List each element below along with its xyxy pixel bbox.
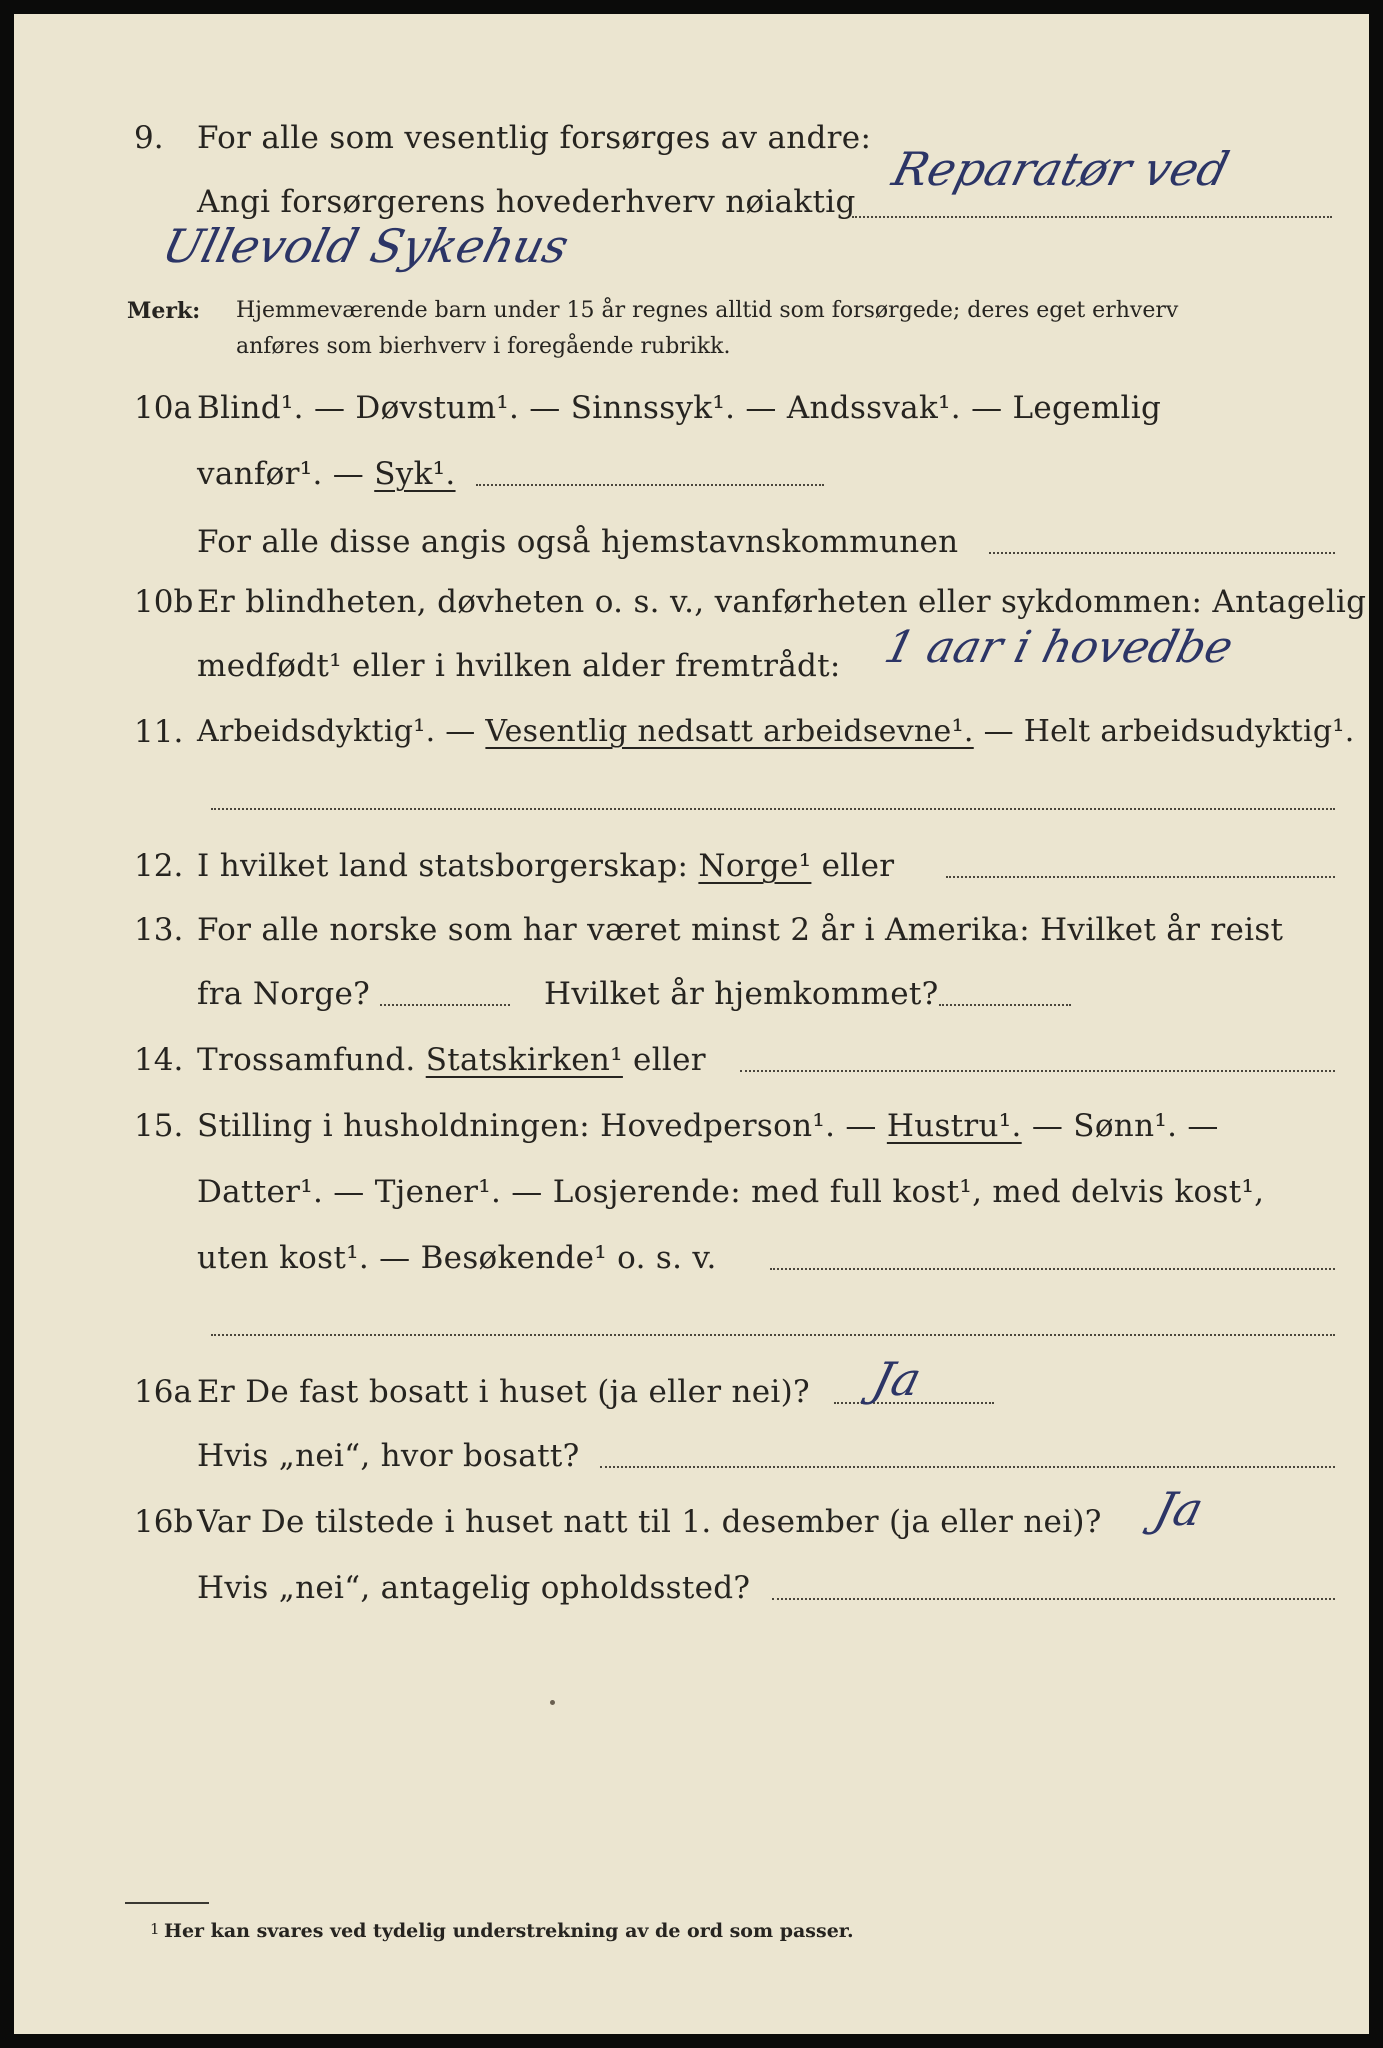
census-form-page <box>14 14 1369 2034</box>
q10b-line1: Er blindheten, døvheten o. s. v., vanførheten eller sykdommen: Antagelig <box>197 584 1367 620</box>
q11-pre: Arbeidsdyktig¹. — <box>197 714 486 749</box>
q16a-fill-line-2 <box>600 1466 1335 1468</box>
q14-marked: Statskirken¹ <box>425 1042 623 1078</box>
q11-fill-line <box>211 808 1335 810</box>
q10b-answer: 1 aar i hovedbe <box>879 622 1238 673</box>
q10a-line3: For alle disse angis også hjemstavnskommunen <box>197 524 959 560</box>
q10a-line2-pre: vanfør¹. — <box>197 456 375 492</box>
q13-line2b: Hvilket år hjemkommet? <box>544 976 939 1012</box>
q16a-line2: Hvis „nei“, hvor bosatt? <box>197 1438 580 1474</box>
q14-pre: Trossamfund. <box>197 1042 426 1078</box>
item-number-10a: 10a <box>134 390 192 426</box>
item-number-9: 9. <box>134 120 164 156</box>
merk-line2: anføres som bierhverv i foregående rubrikk. <box>236 334 731 359</box>
merk-label: Merk: <box>127 298 201 324</box>
q12-pre: I hvilket land statsborgerskap: <box>197 848 699 884</box>
q12-post: eller <box>811 848 895 884</box>
q15-fill-line-1 <box>770 1268 1335 1270</box>
q9-line2: Angi forsørgerens hovederhverv nøiaktig <box>197 184 856 220</box>
q9-answer-line1: Reparatør ved <box>887 142 1235 196</box>
footnote-mark: 1 <box>150 1920 160 1938</box>
q11-post: — Helt arbeidsudyktig¹. <box>973 714 1355 749</box>
q10a-line2 <box>197 456 456 492</box>
q15-line2: Datter¹. — Tjener¹. — Losjerende: med full kost¹, med delvis kost¹, <box>197 1174 1265 1210</box>
item-number-10b: 10b <box>134 584 194 620</box>
q15-line1-pre: Stilling i husholdningen: Hovedperson¹. — <box>197 1108 887 1144</box>
q15-fill-line-2 <box>211 1334 1335 1336</box>
q14-line <box>197 1042 706 1078</box>
q15-line1 <box>197 1108 1219 1144</box>
q13-line2a: fra Norge? <box>197 976 371 1012</box>
q11-marked: Vesentlig nedsatt arbeidsevne¹. <box>485 714 974 749</box>
item-number-16a: 16a <box>134 1374 192 1410</box>
q12-fill-line <box>946 876 1335 878</box>
q16b-fill-line <box>772 1598 1335 1600</box>
footnote-rule <box>125 1902 209 1904</box>
footnote-text: Her kan svares ved tydelig understrekning av de ord som passer. <box>164 1920 854 1942</box>
q13-fill-line-2 <box>939 1004 1071 1006</box>
q15-line1-post: — Sønn¹. — <box>1021 1108 1219 1144</box>
paper-speck <box>550 1700 555 1705</box>
q15-hustru-marked: Hustru¹. <box>886 1108 1022 1144</box>
q10b-line2: medfødt¹ eller i hvilken alder fremtrådt: <box>197 648 841 684</box>
item-number-13: 13. <box>134 912 184 948</box>
q14-post: eller <box>622 1042 706 1078</box>
q10a-line1: Blind¹. — Døvstum¹. — Sinnssyk¹. — Andssvak¹. — Legemlig <box>197 390 1162 426</box>
item-number-14: 14. <box>134 1042 184 1078</box>
merk-line1: Hjemmeværende barn under 15 år regnes alltid som forsørgede; deres eget erhverv <box>236 298 1179 323</box>
q15-line3: uten kost¹. — Besøkende¹ o. s. v. <box>197 1240 717 1276</box>
q10a-fill-line-2 <box>989 552 1335 554</box>
q16b-line2: Hvis „nei“, antagelig opholdssted? <box>197 1570 751 1606</box>
q14-fill-line <box>740 1070 1335 1072</box>
q9-answer-line2: Ullevold Sykehus <box>157 219 575 273</box>
q9-line1: For alle som vesentlig forsørges av andre: <box>197 120 872 156</box>
q12-line <box>197 848 894 884</box>
q16a-answer: Ja <box>867 1352 927 1406</box>
item-number-15: 15. <box>134 1108 184 1144</box>
q16b-line1: Var De tilstede i huset natt til 1. desember (ja eller nei)? <box>197 1504 1102 1540</box>
q13-fill-line-1 <box>380 1004 510 1006</box>
q13-line1: For alle norske som har været minst 2 år i Amerika: Hvilket år reist <box>197 912 1284 948</box>
q12-marked: Norge¹ <box>698 848 812 884</box>
q10a-fill-line-1 <box>476 484 824 486</box>
q11-line <box>197 714 1355 749</box>
q10a-syk-marked: Syk¹. <box>374 456 456 492</box>
item-number-12: 12. <box>134 848 184 884</box>
item-number-11: 11. <box>134 714 184 750</box>
q16b-answer: Ja <box>1149 1482 1209 1536</box>
item-number-16b: 16b <box>134 1504 194 1540</box>
q16a-line1: Er De fast bosatt i huset (ja eller nei)? <box>197 1374 810 1410</box>
q9-fill-line <box>852 216 1332 218</box>
